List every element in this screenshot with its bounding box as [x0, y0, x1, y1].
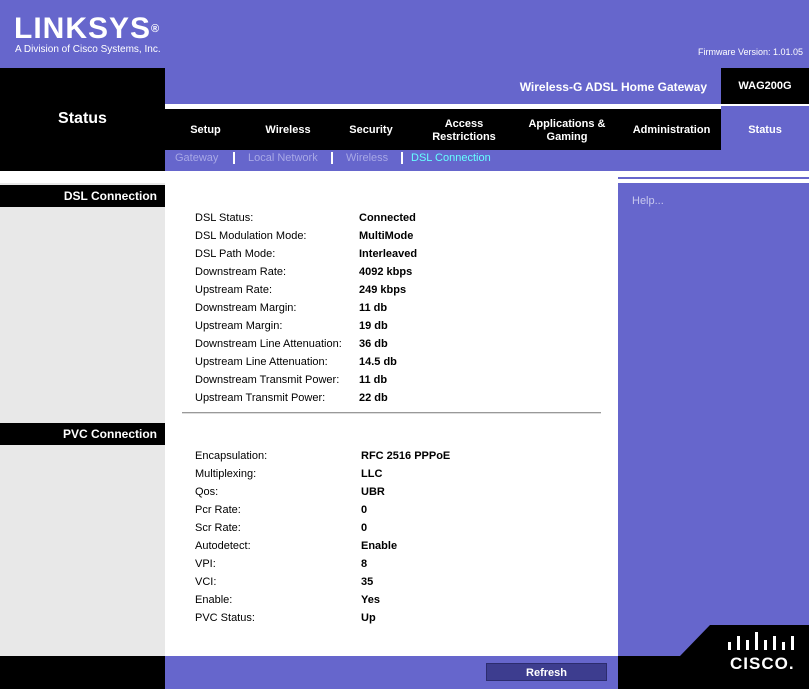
- dsl-modulation-value: MultiMode: [359, 230, 414, 242]
- qos-value: UBR: [361, 486, 385, 498]
- autodetect-value: Enable: [361, 540, 398, 552]
- enable-label: Enable:: [195, 594, 233, 606]
- upstream-power-value: 22 db: [359, 392, 388, 404]
- downstream-rate-value: 4092 kbps: [359, 266, 413, 278]
- dsl-status-value: Connected: [359, 212, 416, 224]
- nav-top-line: [165, 106, 721, 109]
- linksys-logo: [14, 14, 160, 44]
- tab-security[interactable]: Security: [349, 124, 393, 136]
- subtab-separator: [331, 152, 333, 164]
- enable-value: Yes: [361, 594, 380, 606]
- pvc-status-value: Up: [361, 612, 376, 624]
- pvc-section-title: PVC Connection: [0, 423, 165, 445]
- subtab-local-network[interactable]: Local Network: [248, 152, 318, 164]
- pcr-rate-label: Pcr Rate:: [195, 504, 241, 516]
- pvc-status-label: PVC Status:: [195, 612, 255, 624]
- autodetect-label: Autodetect:: [195, 540, 251, 552]
- subtab-gateway[interactable]: Gateway: [175, 152, 219, 164]
- dsl-path-mode-label: DSL Path Mode:: [195, 248, 276, 260]
- scr-rate-value: 0: [361, 522, 368, 534]
- downstream-margin-label: Downstream Margin:: [195, 302, 297, 314]
- tab-access-restrictions[interactable]: Access Restrictions: [432, 118, 496, 143]
- footer-left: [0, 656, 165, 689]
- downstream-attenuation-value: 36 db: [359, 338, 388, 350]
- product-name: Wireless-G ADSL Home Gateway: [519, 80, 707, 94]
- encapsulation-value: RFC 2516 PPPoE: [361, 450, 451, 462]
- header-gap-line: [618, 177, 809, 179]
- brand-tagline: A Division of Cisco Systems, Inc.: [15, 44, 161, 55]
- vci-label: VCI:: [195, 576, 217, 588]
- firmware-version: Firmware Version: 1.01.05: [697, 47, 803, 57]
- upstream-rate-label: Upstream Rate:: [195, 284, 273, 296]
- upstream-attenuation-label: Upstream Line Attenuation:: [195, 356, 328, 368]
- brand-name: LINKSYS: [14, 12, 152, 45]
- dsl-section-title: DSL Connection: [0, 185, 165, 207]
- vpi-label: VPI:: [195, 558, 216, 570]
- downstream-rate-label: Downstream Rate:: [195, 266, 287, 278]
- section-divider: [182, 412, 601, 414]
- brand-mark: ®: [151, 23, 161, 35]
- tab-wireless[interactable]: Wireless: [265, 124, 311, 136]
- subtab-separator: [401, 152, 403, 164]
- downstream-power-label: Downstream Transmit Power:: [195, 374, 340, 386]
- multiplexing-label: Multiplexing:: [195, 468, 257, 480]
- upstream-margin-label: Upstream Margin:: [195, 320, 283, 332]
- product-bar: [165, 68, 721, 104]
- encapsulation-label: Encapsulation:: [195, 450, 268, 462]
- tab-administration[interactable]: Administration: [632, 124, 711, 136]
- upstream-margin-value: 19 db: [359, 320, 388, 332]
- upstream-power-label: Upstream Transmit Power:: [195, 392, 326, 404]
- pcr-rate-value: 0: [361, 504, 368, 516]
- tab-applications-gaming[interactable]: Applications & Gaming: [528, 118, 606, 143]
- subtab-wireless[interactable]: Wireless: [346, 152, 389, 164]
- help-panel: [618, 183, 809, 656]
- help-link[interactable]: Help...: [632, 195, 664, 207]
- downstream-attenuation-label: Downstream Line Attenuation:: [195, 338, 342, 350]
- subtab-dsl-connection[interactable]: DSL Connection: [411, 152, 491, 164]
- tab-status[interactable]: Status: [721, 106, 809, 150]
- cisco-wordmark: CISCO.: [730, 654, 795, 673]
- header-gap-left: [0, 171, 165, 183]
- upstream-attenuation-value: 14.5 db: [359, 356, 397, 368]
- vpi-value: 8: [361, 558, 368, 570]
- scr-rate-label: Scr Rate:: [195, 522, 241, 534]
- subtab-separator: [233, 152, 235, 164]
- dsl-status-label: DSL Status:: [195, 212, 254, 224]
- downstream-power-value: 11 db: [359, 374, 388, 386]
- downstream-margin-value: 11 db: [359, 302, 388, 314]
- model-name: WAG200G: [721, 68, 809, 104]
- dsl-modulation-label: DSL Modulation Mode:: [195, 230, 307, 242]
- dsl-path-mode-value: Interleaved: [359, 248, 418, 260]
- refresh-button[interactable]: Refresh: [486, 663, 607, 681]
- upstream-rate-value: 249 kbps: [359, 284, 407, 296]
- cisco-logo-wedge: [680, 625, 710, 656]
- qos-label: Qos:: [195, 486, 219, 498]
- vci-value: 35: [361, 576, 374, 588]
- tab-setup[interactable]: Setup: [190, 124, 221, 136]
- section-sidebar: [0, 183, 165, 656]
- multiplexing-value: LLC: [361, 468, 383, 480]
- page-title: Status: [58, 110, 107, 127]
